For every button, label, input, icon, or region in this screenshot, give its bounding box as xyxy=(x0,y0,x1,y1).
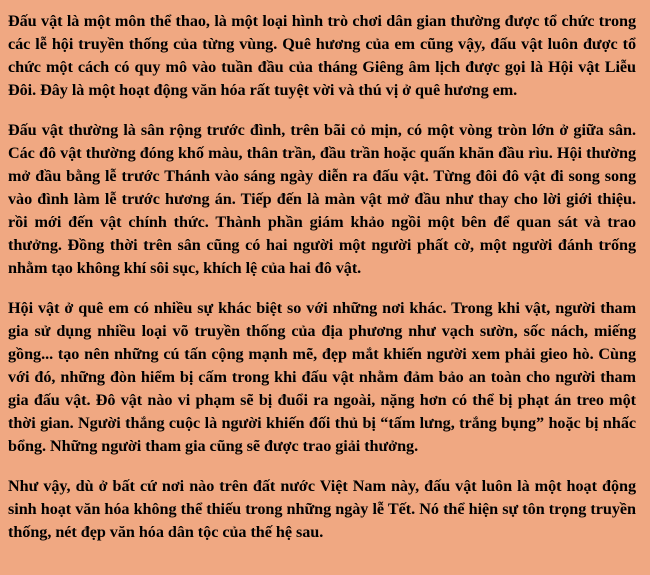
paragraph-4: Như vậy, dù ở bất cứ nơi nào trên đất nước Việt Nam này, đấu vật luôn là một hoạt động sinh hoạt văn hóa không thể thiếu trong những ngày lễ Tết. Nó thể hiện sự tôn trọng truyền thống, nét đẹp văn hóa dân tộc của thế hệ sau. xyxy=(8,477,636,541)
paragraph-3: Hội vật ở quê em có nhiều sự khác biệt so với những nơi khác. Trong khi vật, người tham gia sử dụng nhiều loại võ truyền thống của địa phương như vạch sườn, sốc nách, miếng gồng... tạo nên những cú tấn cộng mạnh mẽ, đẹp mắt khiến người xem phải gieo hò. Cùng với đó, những đòn hiểm bị cấm trong khi đấu vật nhằm đảm bảo an toàn cho người tham gia đấu vật. Đô vật nào vi phạm sẽ bị đuổi ra ngoài, nặng hơn có thể bị phạt án treo một thời gian. Người thắng cuộc là người khiến đối thủ bị “tấm lưng, trắng bụng” hoặc bị nhấc bổng. Những người tham gia cũng sẽ được trao giải thưởng. xyxy=(8,299,636,455)
paragraph-2: Đấu vật thường là sân rộng trước đình, trên bãi cỏ mịn, có một vòng tròn lớn ở giữa sân. Các đô vật thường đóng khố màu, thân trần, đầu trần hoặc quấn khăn đầu rìu. Hội thường mở đầu bằng lễ trước Thánh vào sáng ngày diễn ra đấu vật. Từng đôi đô vật đi song song vào đình làm lễ trước hương án. Tiếp đến là màn vật mở đầu như thay cho lời giới thiệu. rồi mới đến vật chính thức. Thành phần giám khảo ngồi một bên để quan sát và trao thưởng. Đồng thời trên sân cũng có hai người một người phất cờ, một người đánh trống nhằm tạo không khí sôi sục, khích lệ của hai đô vật. xyxy=(8,121,636,277)
paragraph-1: Đấu vật là một môn thể thao, là một loại hình trò chơi dân gian thường được tổ chức trong các lễ hội truyền thống của từng vùng. Quê hương của em cũng vậy, đấu vật luôn được tổ chức một cách có quy mô vào tuần đầu của tháng Giêng âm lịch được gọi là Hội vật Liễu Đôi. Đây là một hoạt động văn hóa rất tuyệt vời và thú vị ở quê hương em. xyxy=(8,12,636,99)
